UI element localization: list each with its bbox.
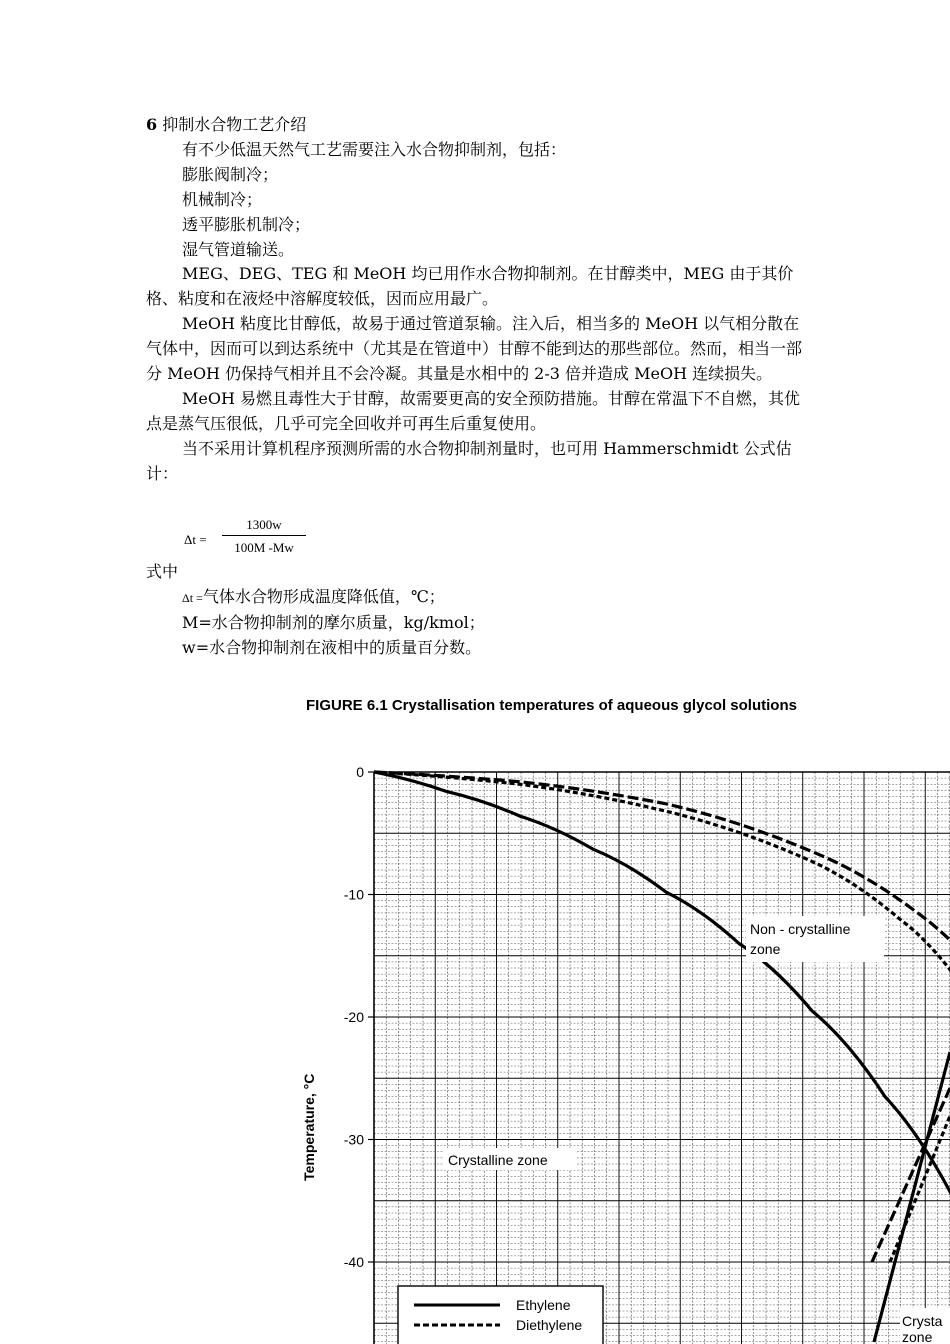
annotation-line: Crysta bbox=[902, 1313, 943, 1329]
formula-definitions bbox=[146, 560, 808, 661]
definition-symbol: Δt = bbox=[182, 590, 203, 605]
legend-box bbox=[398, 1286, 603, 1344]
y-tick-label: -30 bbox=[343, 1131, 364, 1148]
paragraph: MeOH 粘度比甘醇低，故易于通过管道泵输。注入后，相当多的 MeOH 以气相分散在气体中，因而可以到达系统中（尤其是在管道中）甘醇不能到达的那些部位。然而，相当一部分 MeOH 仍保持气相并且不会冷凝。其量是水相中的 2-3 倍并造成 MeOH 连续损失。 bbox=[146, 314, 803, 384]
definition-m: M=水合物抑制剂的摩尔质量，kg/kmol； bbox=[182, 612, 485, 632]
where-label: 式中 bbox=[146, 562, 179, 581]
section-number: 6 bbox=[146, 115, 158, 134]
list-item: 膨胀阀制冷； bbox=[182, 164, 279, 184]
series-triethylene-rising bbox=[872, 1088, 950, 1262]
text-body bbox=[146, 113, 808, 487]
formula-lhs: Δt = bbox=[184, 532, 207, 547]
intro-text: 有不少低温天然气工艺需要注入水合物抑制剂，包括： bbox=[182, 139, 567, 159]
list-item: 机械制冷； bbox=[182, 189, 263, 209]
y-axis-label: Temperature, °C bbox=[301, 1073, 317, 1181]
definition-w: w=水合物抑制剂在液相中的质量百分数。 bbox=[182, 637, 482, 657]
list-item: 透平膨胀机制冷； bbox=[182, 214, 311, 234]
fraction-bar bbox=[222, 535, 306, 536]
paragraph: 当不采用计算机程序预测所需的水合物抑制剂量时，也可用 Hammerschmidt 公式估计： bbox=[146, 438, 792, 483]
annotation-line: zone bbox=[902, 1329, 933, 1344]
annotation-line: Non - crystalline bbox=[750, 921, 851, 937]
paragraph: MeOH 易燃且毒性大于甘醇，故需要更高的安全预防措施。甘醇在常温下不自燃，其优点是蒸气压很低，几乎可完全回收并可再生后重复使用。 bbox=[146, 388, 801, 433]
section-title: 抑制水合物工艺介绍 bbox=[162, 115, 307, 134]
list-item: 湿气管道输送。 bbox=[182, 239, 295, 259]
legend-label: Diethylene bbox=[516, 1317, 583, 1333]
y-tick-label: -40 bbox=[343, 1254, 364, 1270]
chart-grid bbox=[374, 772, 950, 1344]
series-diethylene-rising bbox=[890, 1116, 950, 1262]
paragraph: MEG、DEG、TEG 和 MeOH 均已用作水合物抑制剂。在甘醇类中，MEG 由于其价格、粘度和在液烃中溶解度较低，因而应用最广。 bbox=[146, 264, 794, 309]
formula-numerator: 1300w bbox=[246, 517, 282, 532]
figure-title: FIGURE 6.1 Crystallisation temperatures of aqueous glycol solutions bbox=[306, 697, 797, 714]
annotation-crystalline: Crystalline zone bbox=[448, 1152, 548, 1168]
formula-denominator: 100M -Mw bbox=[234, 540, 294, 555]
y-tick-label: -10 bbox=[343, 886, 364, 903]
section-heading bbox=[146, 113, 808, 138]
formula-fraction bbox=[222, 517, 306, 556]
legend-label: Ethylene bbox=[516, 1297, 571, 1313]
definition-text: 气体水合物形成温度降低值，℃； bbox=[202, 586, 445, 606]
y-tick-label: 0 bbox=[356, 764, 364, 780]
definition-delta bbox=[146, 585, 808, 611]
glycol-chart bbox=[290, 750, 950, 1344]
y-tick-label: -20 bbox=[343, 1009, 364, 1025]
annotation-line: zone bbox=[750, 941, 781, 957]
